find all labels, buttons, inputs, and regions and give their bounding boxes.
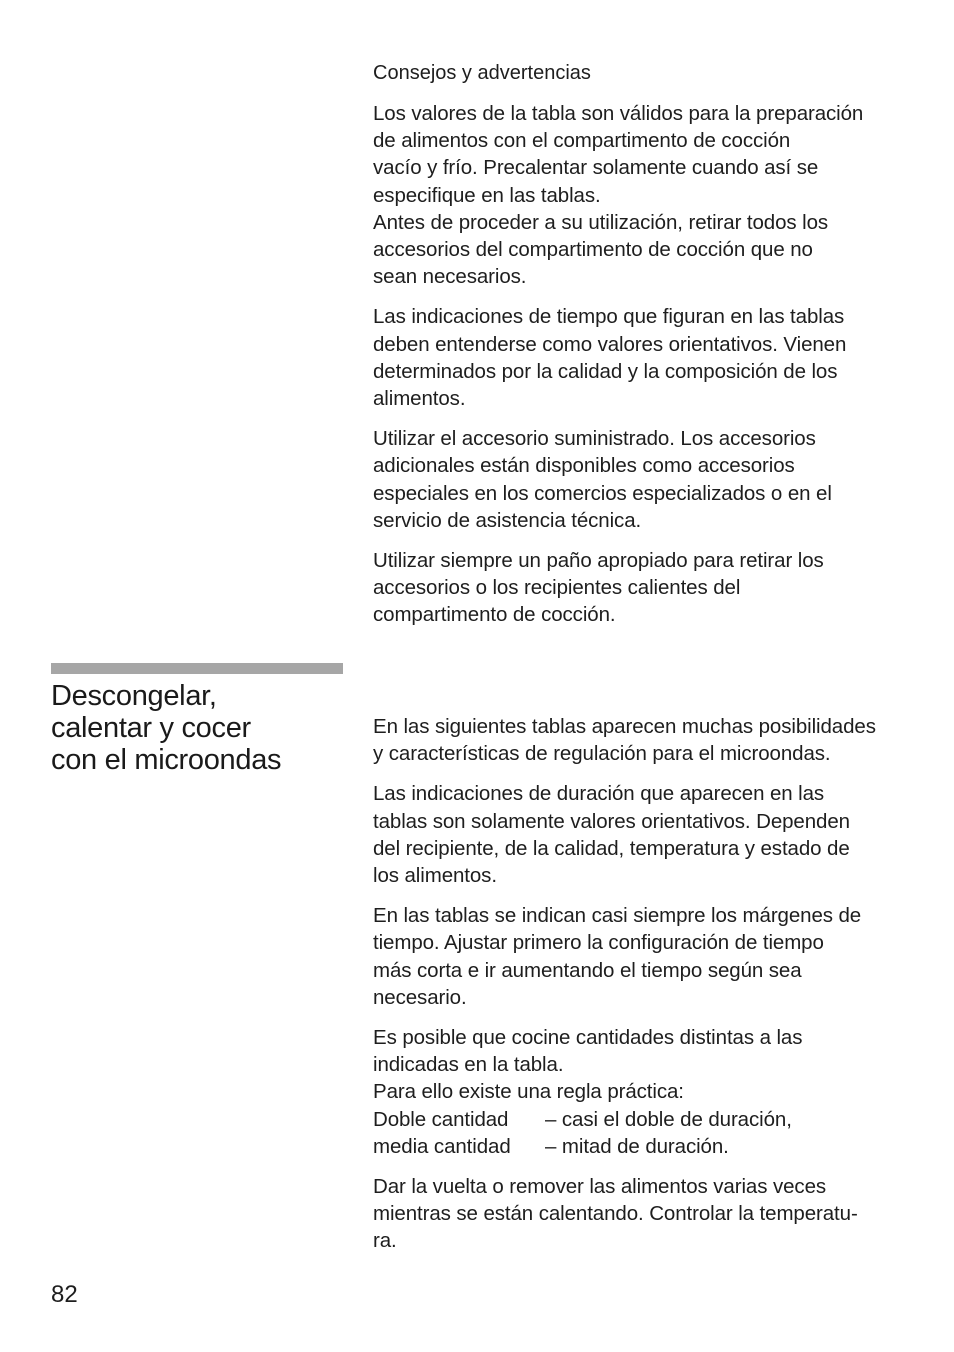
tips-block xyxy=(373,60,933,629)
section-divider xyxy=(51,663,343,674)
quantity-amount: media cantidad xyxy=(373,1134,511,1158)
quantity-rule-half xyxy=(373,1133,933,1160)
page-number: 82 xyxy=(51,1281,78,1308)
tips-paragraph-2: Las indicaciones de tiempo que figuran en las tablas deben entenderse como valores orientativos. Vienen determinados por la calidad y la composición de los alimentos. xyxy=(373,305,847,411)
quantity-intro: Es posible que cocine cantidades distintas a las indicadas en la tabla. Para ello existe una regla práctica: xyxy=(373,1026,803,1104)
section-body xyxy=(373,713,933,1255)
section-final-paragraph: Dar la vuelta o remover las alimentos varias veces mientras se están calentando. Controlar la temperatu- ra. xyxy=(373,1175,858,1253)
quantity-result: – mitad de duración. xyxy=(545,1134,729,1158)
quantity-amount: Doble cantidad xyxy=(373,1107,509,1131)
tips-paragraph-3: Utilizar el accesorio suministrado. Los accesorios adicionales están disponibles como accesorios especiales en los comercios especializados o en el servicio de asistencia técnica. xyxy=(373,427,832,532)
section-paragraph-3: En las tablas se indican casi siempre los márgenes de tiempo. Ajustar primero la configuración de tiempo más corta e ir aumentando el tiempo según sea necesario. xyxy=(373,904,862,1009)
section-paragraph-1: En las siguientes tablas aparecen muchas posibilidades y características de regulación para el microondas. xyxy=(373,715,876,766)
tips-heading: Consejos y advertencias xyxy=(373,62,591,84)
section-paragraph-2: Las indicaciones de duración que aparecen en las tablas son solamente valores orientativos. Dependen del recipiente, de la calidad, temperatura y estado de los alimentos. xyxy=(373,782,850,888)
tips-paragraph-1: Los valores de la tabla son válidos para la preparación de alimentos con el compartimento de cocción vacío y frío. Precalentar solamente cuando así se especifique en las tablas. Antes de proceder a su utilización, retirar todos los accesorios del compartimento de cocción que no sean necesarios. xyxy=(373,102,864,289)
section-title: Descongelar, calentar y cocer con el microondas xyxy=(51,680,282,776)
tips-paragraph-4: Utilizar siempre un paño apropiado para retirar los accesorios o los recipientes calientes del compartimento de cocción. xyxy=(373,549,824,627)
quantity-result: – casi el doble de duración, xyxy=(545,1107,792,1131)
quantity-rule-block xyxy=(373,1024,933,1160)
quantity-rule-double xyxy=(373,1106,933,1133)
